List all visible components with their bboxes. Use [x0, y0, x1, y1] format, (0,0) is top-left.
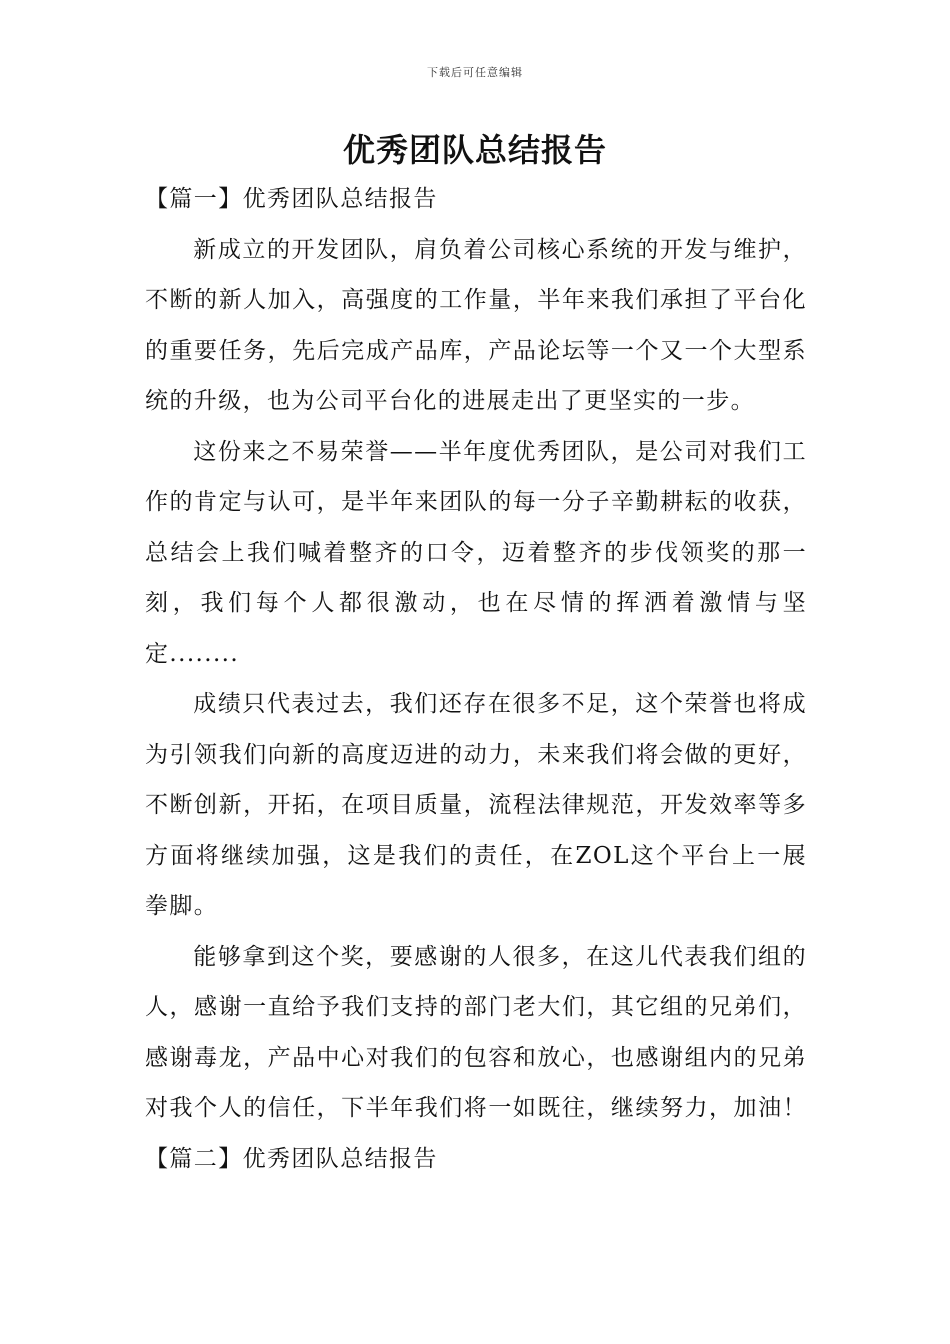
paragraph: 这份来之不易荣誉——半年度优秀团队，是公司对我们工作的肯定与认可，是半年来团队的每一分子辛勤耕耘的收获，总结会上我们喊着整齐的口令，迈着整齐的步伐领奖的那一刻，我们每个人都很激动，也在尽情的挥洒着激情与坚定........	[145, 438, 807, 667]
paragraph: 能够拿到这个奖，要感谢的人很多，在这儿代表我们组的人，感谢一直给予我们支持的部门老大们，其它组的兄弟们，感谢毒龙，产品中心对我们的包容和放心，也感谢组内的兄弟对我个人的信任，下半年我们将一如既往，继续努力，加油！【篇二】优秀团队总结报告	[145, 943, 807, 1172]
document-title: 优秀团队总结报告	[342, 131, 607, 169]
paragraph: 成绩只代表过去，我们还存在很多不足，这个荣誉也将成为引领我们向新的高度迈进的动力，未来我们将会做的更好，不断创新，开拓，在项目质量，流程法律规范，开发效率等多方面将继续加强，这是我们的责任，在ZOL这个平台上一展拳脚。	[145, 691, 807, 919]
section-heading: 【篇一】优秀团队总结报告	[145, 186, 438, 212]
paragraph: 新成立的开发团队，肩负着公司核心系统的开发与维护，不断的新人加入，高强度的工作量，半年来我们承担了平台化的重要任务，先后完成产品库，产品论坛等一个又一个大型系统的升级，也为公司平台化的进展走出了更坚实的一步。	[145, 236, 807, 414]
header-note: 下载后可任意编辑	[427, 66, 523, 79]
document-body	[145, 174, 807, 1184]
